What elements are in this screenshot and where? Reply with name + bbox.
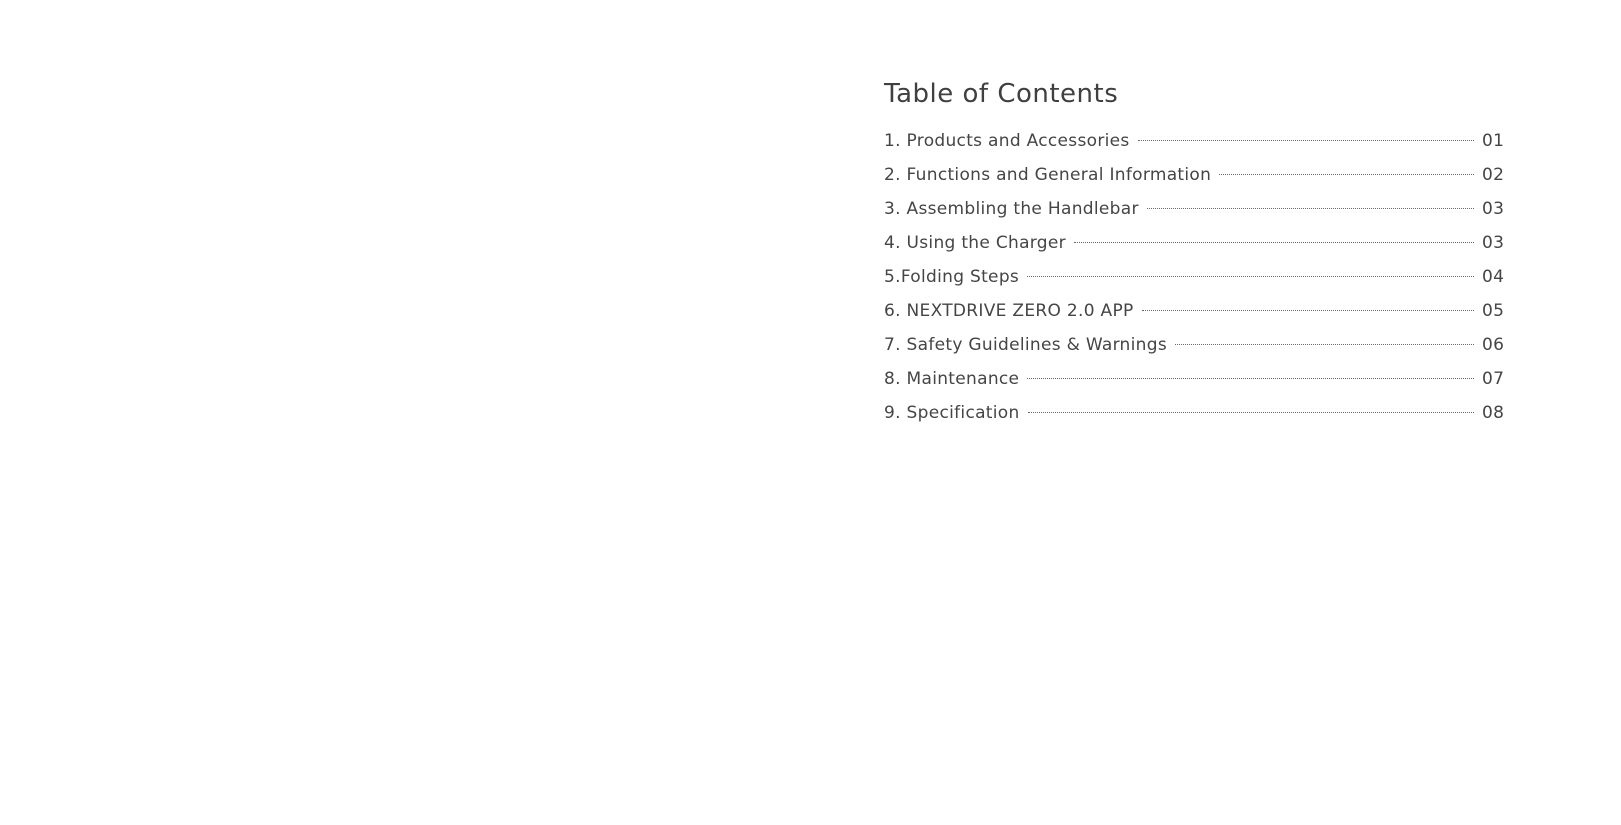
toc-entry-page-number: 04 [1482,267,1505,287]
toc-entry-label: 9. Specification [884,403,1020,423]
toc-title: Table of Contents [884,79,1119,109]
toc-entry-label: 6. NEXTDRIVE ZERO 2.0 APP [884,301,1134,321]
toc-list [884,124,1504,430]
dot-leader [1219,174,1474,175]
toc-entry-page-number: 08 [1482,403,1505,423]
toc-entry-maintenance[interactable] [884,362,1504,396]
toc-entry-page-number: 06 [1482,335,1505,355]
toc-entry-label: 1. Products and Accessories [884,131,1130,151]
toc-entry-using-charger[interactable] [884,226,1504,260]
toc-entry-page-number: 01 [1482,131,1505,151]
toc-entry-safety-guidelines[interactable] [884,328,1504,362]
toc-entry-page-number: 03 [1482,233,1505,253]
blank-left-page [0,0,810,825]
toc-entry-products-accessories[interactable] [884,124,1504,158]
toc-entry-page-number: 07 [1482,369,1505,389]
toc-entry-label: 5.Folding Steps [884,267,1020,287]
dot-leader [1138,140,1474,141]
dot-leader [1074,242,1474,243]
toc-entry-label: 2. Functions and General Information [884,165,1212,185]
toc-entry-specification[interactable] [884,396,1504,430]
dot-leader [1175,344,1474,345]
toc-entry-folding-steps[interactable] [884,260,1504,294]
toc-entry-label: 8. Maintenance [884,369,1020,389]
toc-entry-label: 4. Using the Charger [884,233,1066,253]
table-of-contents [884,74,1504,430]
toc-entry-page-number: 03 [1482,199,1505,219]
dot-leader [1142,310,1474,311]
toc-entry-functions-general-info[interactable] [884,158,1504,192]
toc-entry-label: 7. Safety Guidelines & Warnings [884,335,1167,355]
dot-leader [1028,412,1474,413]
dot-leader [1027,276,1474,277]
dot-leader [1027,378,1474,379]
dot-leader [1147,208,1474,209]
toc-entry-page-number: 05 [1482,301,1505,321]
toc-entry-assembling-handlebar[interactable] [884,192,1504,226]
toc-entry-app[interactable] [884,294,1504,328]
toc-entry-page-number: 02 [1482,165,1505,185]
toc-entry-label: 3. Assembling the Handlebar [884,199,1139,219]
